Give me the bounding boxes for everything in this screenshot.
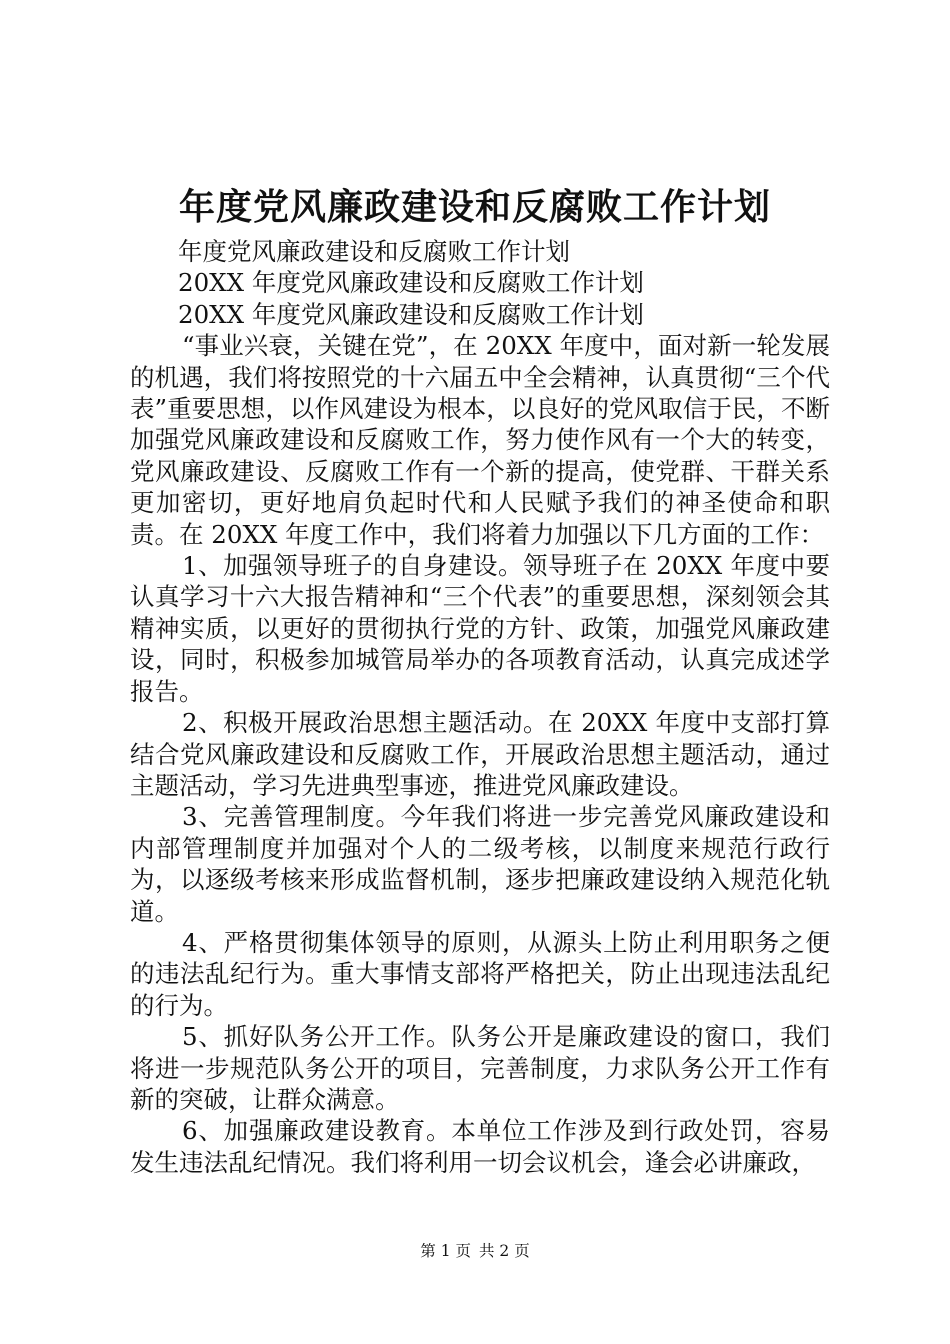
paragraph-item-2: 2、积极开展政治思想主题活动。在 20XX 年度中支部打算结合党风廉政建设和反腐败工作，开展政治思想主题活动，通过主题活动，学习先进典型事迹，推进党风廉政建设。: [130, 708, 830, 800]
paragraph-item-3: 3、完善管理制度。今年我们将进一步完善党风廉政建设和内部管理制度并加强对个人的二级考核，以制度来规范行政行为，以逐级考核来形成监督机制，逐步把廉政建设纳入规范化轨道。: [130, 802, 830, 926]
intro-paragraph: “事业兴衰，关键在党”，在 20XX 年度中，面对新一轮发展的机遇，我们将按照党的十六届五中全会精神，认真贯彻“三个代表”重要思想，以作风建设为根本，以良好的党风取信于民，不断加强党风廉政建设和反腐败工作，努力使作风有一个大的转变，党风廉政建设、反腐败工作有一个新的提高，使党群、干群关系更加密切，更好地肩负起时代和人民赋予我们的神圣使命和职责。在 20XX 年度工作中，我们将着力加强以下几方面的工作：: [130, 331, 830, 549]
subheading: 20XX 年度党风廉政建设和反腐败工作计划: [178, 268, 644, 298]
document-body: [130, 236, 830, 1178]
subheading: 20XX 年度党风廉政建设和反腐败工作计划: [178, 299, 644, 329]
paragraph-item-1: 1、加强领导班子的自身建设。领导班子在 20XX 年度中要认真学习十六大报告精神和“三个代表”的重要思想，深刻领会其精神实质，以更好的贯彻执行党的方针、政策，加强党风廉政建设，同时，积极参加城管局举办的各项教育活动，认真完成述学报告。: [130, 551, 830, 706]
page-total: 共 2 页: [479, 1242, 530, 1260]
paragraph-item-5: 5、抓好队务公开工作。队务公开是廉政建设的窗口，我们将进一步规范队务公开的项目，完善制度，力求队务公开工作有新的突破，让群众满意。: [130, 1022, 830, 1114]
subheading: 年度党风廉政建设和反腐败工作计划: [178, 237, 570, 266]
page-footer: [0, 1240, 950, 1262]
paragraph-item-4: 4、严格贯彻集体领导的原则，从源头上防止利用职务之便的违法乱纪行为。重大事情支部将严格把关，防止出现违法乱纪的行为。: [130, 927, 830, 1020]
page-number: 第 1 页: [420, 1242, 471, 1260]
document-title: 年度党风廉政建设和反腐败工作计划: [178, 186, 771, 228]
paragraph-item-6: 6、加强廉政建设教育。本单位工作涉及到行政处罚，容易发生违法乱纪情况。我们将利用一切会议机会，逢会必讲廉政，: [130, 1116, 830, 1177]
